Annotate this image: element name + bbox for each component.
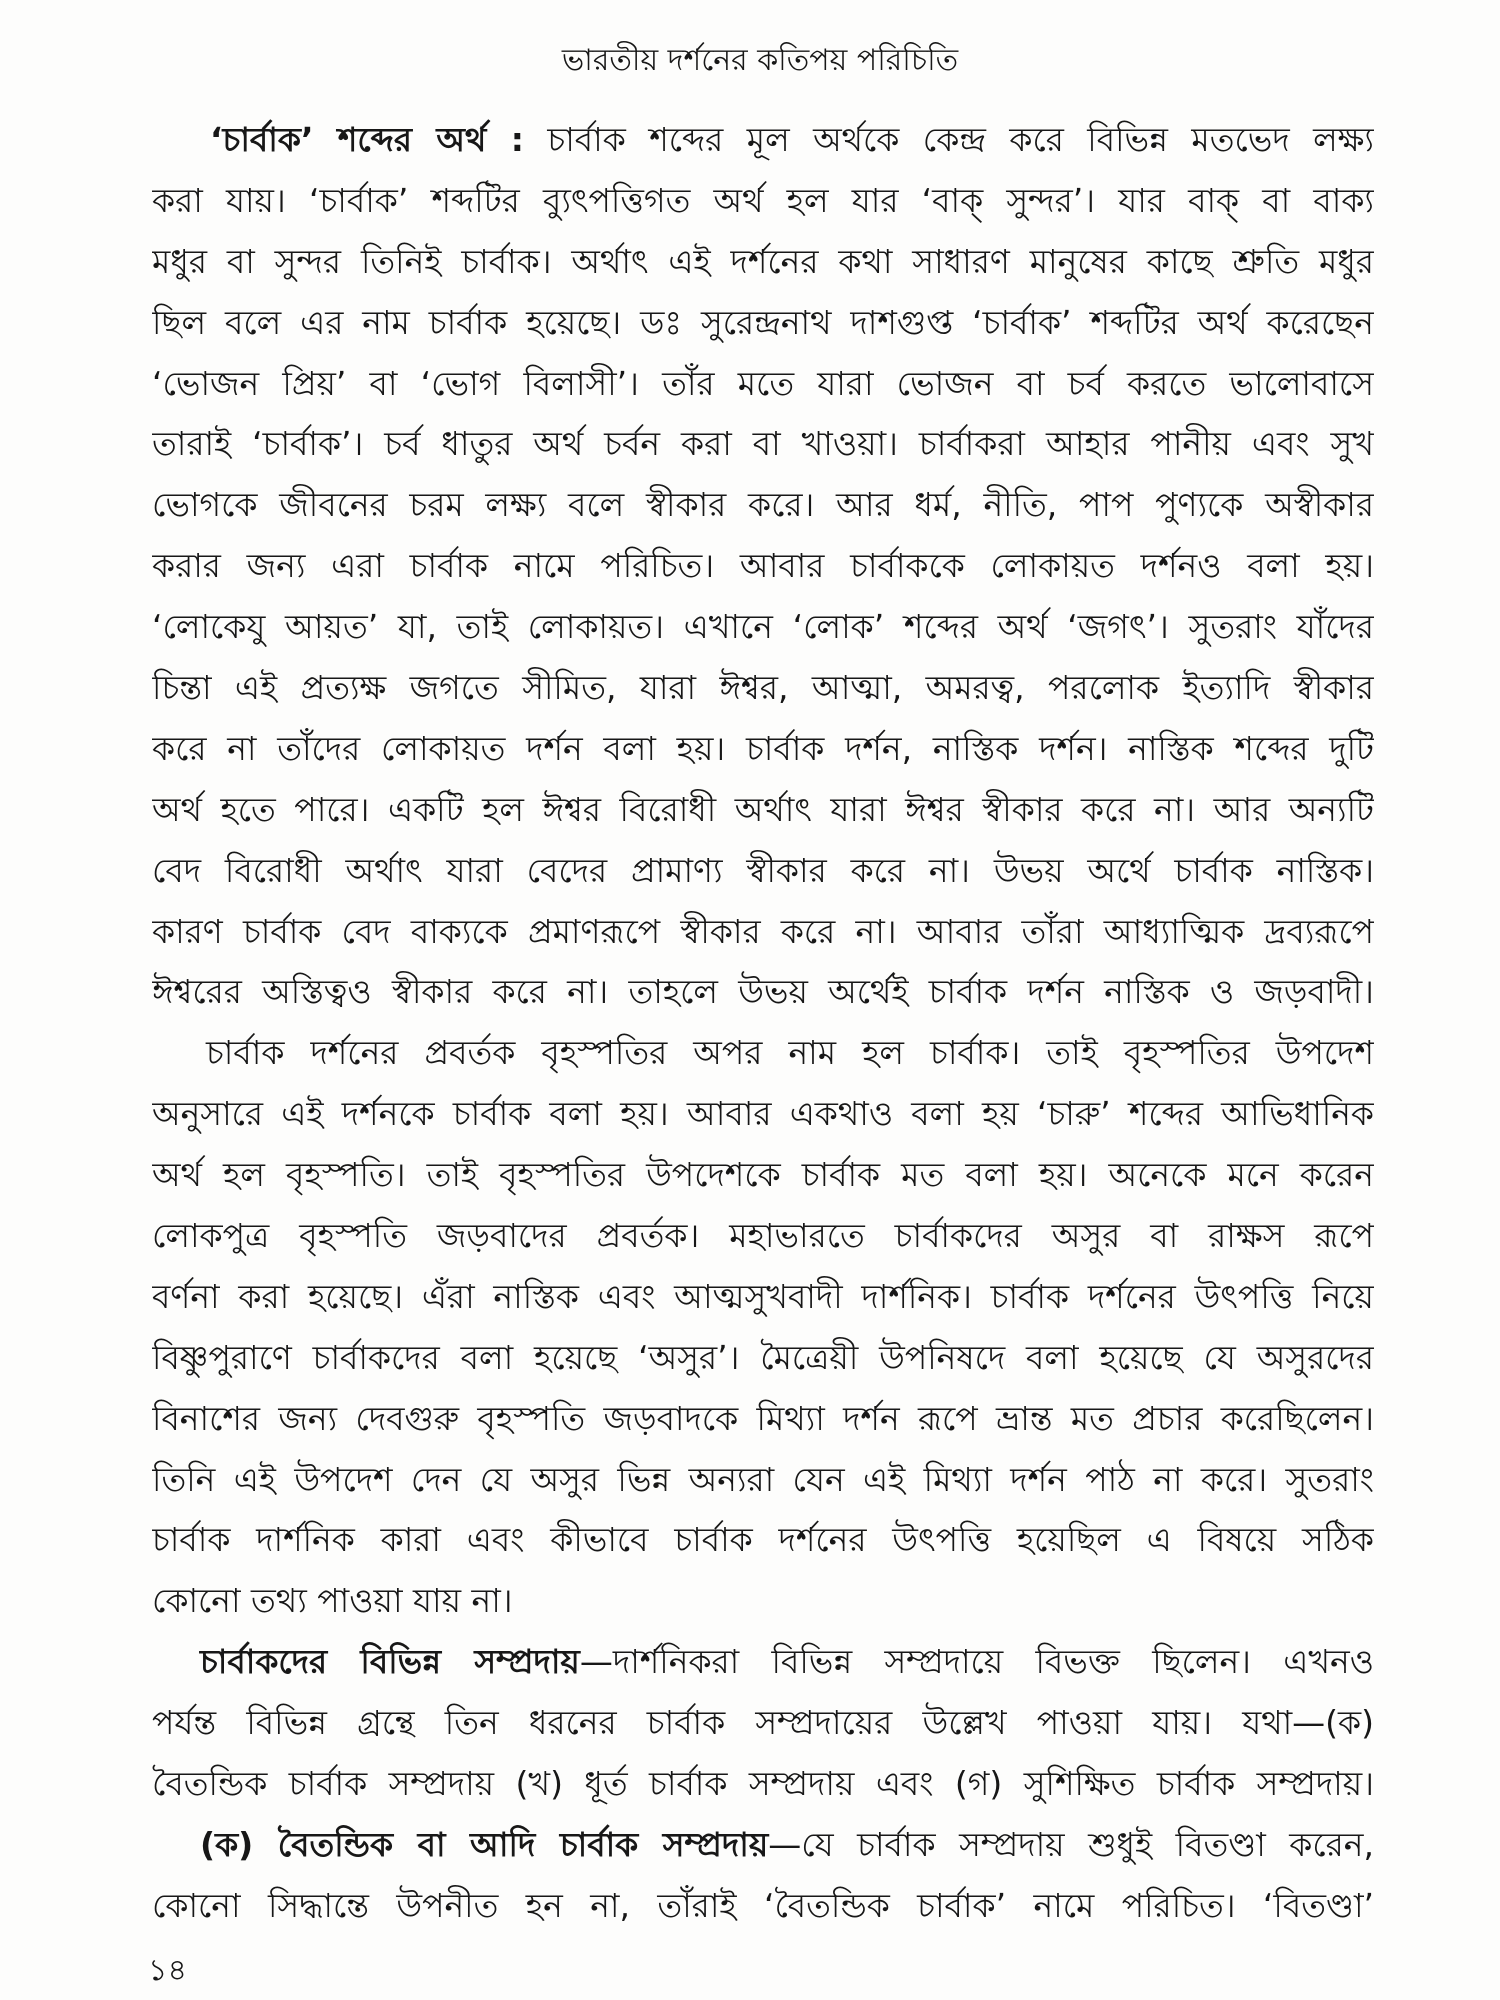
text-line: অর্থ হল বৃহস্পতি। তাই বৃহস্পতির উপদেশকে চার্বাক মত বলা হয়। অনেকে মনে করেন <box>152 1155 1374 1195</box>
paragraph <box>152 1632 1374 1815</box>
text-line-content: চার্বাক শব্দের মূল অর্থকে কেন্দ্র করে বিভিন্ন মতভেদ লক্ষ্য <box>547 120 1374 159</box>
text-line: বৈতন্ডিক চার্বাক সম্প্রদায় (খ) ধূর্ত চার্বাক সম্প্রদায় এবং (গ) সুশিক্ষিত চার্বাক সম্প্রদায়। <box>152 1764 1374 1804</box>
text-line: ভোগকে জীবনের চরম লক্ষ্য বলে স্বীকার করে। আর ধর্ম, নীতি, পাপ পুণ্যকে অস্বীকার <box>152 485 1374 525</box>
text-line <box>152 1632 1374 1693</box>
paragraph <box>152 1023 1374 1632</box>
text-line <box>152 110 1374 171</box>
text-line: বর্ণনা করা হয়েছে। এঁরা নাস্তিক এবং আত্মসুখবাদী দার্শনিক। চার্বাক দর্শনের উৎপত্তি নিয়ে <box>152 1276 1374 1316</box>
text-line: মধুর বা সুন্দর তিনিই চার্বাক। অর্থাৎ এই দর্শনের কথা সাধারণ মানুষের কাছে শ্রুতি মধুর <box>152 241 1374 281</box>
text-line: ছিল বলে এর নাম চার্বাক হয়েছে। ডঃ সুরেন্দ্রনাথ দাশগুপ্ত ‘চার্বাক’ শব্দটির অর্থ করেছেন <box>152 302 1374 342</box>
paragraph <box>152 1815 1374 1937</box>
text-line: করার জন্য এরা চার্বাক নামে পরিচিত। আবার চার্বাককে লোকায়ত দর্শনও বলা হয়। <box>152 546 1374 586</box>
text-line: কোনো সিদ্ধান্তে উপনীত হন না, তাঁরাই ‘বৈতন্ডিক চার্বাক’ নামে পরিচিত। ‘বিতণ্ডা’ <box>152 1885 1374 1925</box>
text-line: অর্থ হতে পারে। একটি হল ঈশ্বর বিরোধী অর্থাৎ যারা ঈশ্বর স্বীকার করে না। আর অন্যটি <box>152 789 1374 829</box>
text-body <box>152 110 1374 1937</box>
text-line: চার্বাক দর্শনের প্রবর্তক বৃহস্পতির অপর নাম হল চার্বাক। তাই বৃহস্পতির উপদেশ <box>206 1033 1374 1073</box>
paragraph-heading: ‘চার্বাক’ শব্দের অর্থ : <box>210 120 524 159</box>
text-line: বিনাশের জন্য দেবগুরু বৃহস্পতি জড়বাদকে মিথ্যা দর্শন রূপে ভ্রান্ত মত প্রচার করেছিলেন। <box>152 1398 1374 1438</box>
paragraph-heading: চার্বাকদের বিভিন্ন সম্প্রদায় <box>200 1642 580 1682</box>
text-line: বিষ্ণুপুরাণে চার্বাকদের বলা হয়েছে ‘অসুর’। মৈত্রেয়ী উপনিষদে বলা হয়েছে যে অসুরদের <box>152 1337 1374 1377</box>
paragraph-heading: (ক) বৈতন্ডিক বা আদি চার্বাক সম্প্রদায় <box>200 1824 769 1864</box>
text-line: তিনি এই উপদেশ দেন যে অসুর ভিন্ন অন্যরা যেন এই মিথ্যা দর্শন পাঠ না করে। সুতরাং <box>152 1459 1374 1499</box>
text-line: চার্বাক দার্শনিক কারা এবং কীভাবে চার্বাক দর্শনের উৎপত্তি হয়েছিল এ বিষয়ে সঠিক <box>152 1520 1374 1560</box>
text-line: করা যায়। ‘চার্বাক’ শব্দটির ব্যুৎপত্তিগত অর্থ হল যার ‘বাক্ সুন্দর’। যার বাক্ বা বাক্য <box>152 180 1374 220</box>
text-line: ‘ভোজন প্রিয়’ বা ‘ভোগ বিলাসী’। তাঁর মতে যারা ভোজন বা চর্ব করতে ভালোবাসে <box>152 363 1374 403</box>
text-line: লোকপুত্র বৃহস্পতি জড়বাদের প্রবর্তক। মহাভারতে চার্বাকদের অসুর বা রাক্ষস রূপে <box>152 1216 1374 1256</box>
text-line-content: —দার্শনিকরা বিভিন্ন সম্প্রদায়ে বিভক্ত ছিলেন। এখনও <box>579 1642 1374 1682</box>
text-line-content: —যে চার্বাক সম্প্রদায় শুধুই বিতণ্ডা করেন, <box>768 1824 1374 1864</box>
running-head: ভারতীয় দর্শনের কতিপয় পরিচিতি <box>561 43 959 78</box>
text-line: করে না তাঁদের লোকায়ত দর্শন বলা হয়। চার্বাক দর্শন, নাস্তিক দর্শন। নাস্তিক শব্দের দুটি <box>152 728 1374 768</box>
text-line: অনুসারে এই দর্শনকে চার্বাক বলা হয়। আবার একথাও বলা হয় ‘চারু’ শব্দের আভিধানিক <box>152 1094 1374 1134</box>
text-line: তারাই ‘চার্বাক’। চর্ব ধাতুর অর্থ চর্বন করা বা খাওয়া। চার্বাকরা আহার পানীয় এবং সুখ <box>152 424 1374 464</box>
text-line: বেদ বিরোধী অর্থাৎ যারা বেদের প্রামাণ্য স্বীকার করে না। উভয় অর্থে চার্বাক নাস্তিক। <box>152 850 1374 890</box>
text-line: কোনো তথ্য পাওয়া যায় না। <box>152 1581 513 1621</box>
paragraph <box>152 110 1374 1023</box>
text-line: কারণ চার্বাক বেদ বাক্যকে প্রমাণরূপে স্বীকার করে না। আবার তাঁরা আধ্যাত্মিক দ্রব্যরূপে <box>152 911 1374 951</box>
text-line <box>152 1815 1374 1876</box>
text-line: চিন্তা এই প্রত্যক্ষ জগতে সীমিত, যারা ঈশ্বর, আত্মা, অমরত্ব, পরলোক ইত্যাদি স্বীকার <box>152 668 1374 708</box>
text-line: ‘লোকেযু আয়ত’ যা, তাই লোকায়ত। এখানে ‘লোক’ শব্দের অর্থ ‘জগৎ’। সুতরাং যাঁদের <box>152 607 1374 647</box>
text-line: ঈশ্বরের অস্তিত্বও স্বীকার করে না। তাহলে উভয় অর্থেই চার্বাক দর্শন নাস্তিক ও জড়বাদী। <box>152 972 1374 1012</box>
page-number: ১৪ <box>148 1953 187 1988</box>
text-line: পর্যন্ত বিভিন্ন গ্রন্থে তিন ধরনের চার্বাক সম্প্রদায়ের উল্লেখ পাওয়া যায়। যথা—(ক) <box>152 1703 1374 1743</box>
